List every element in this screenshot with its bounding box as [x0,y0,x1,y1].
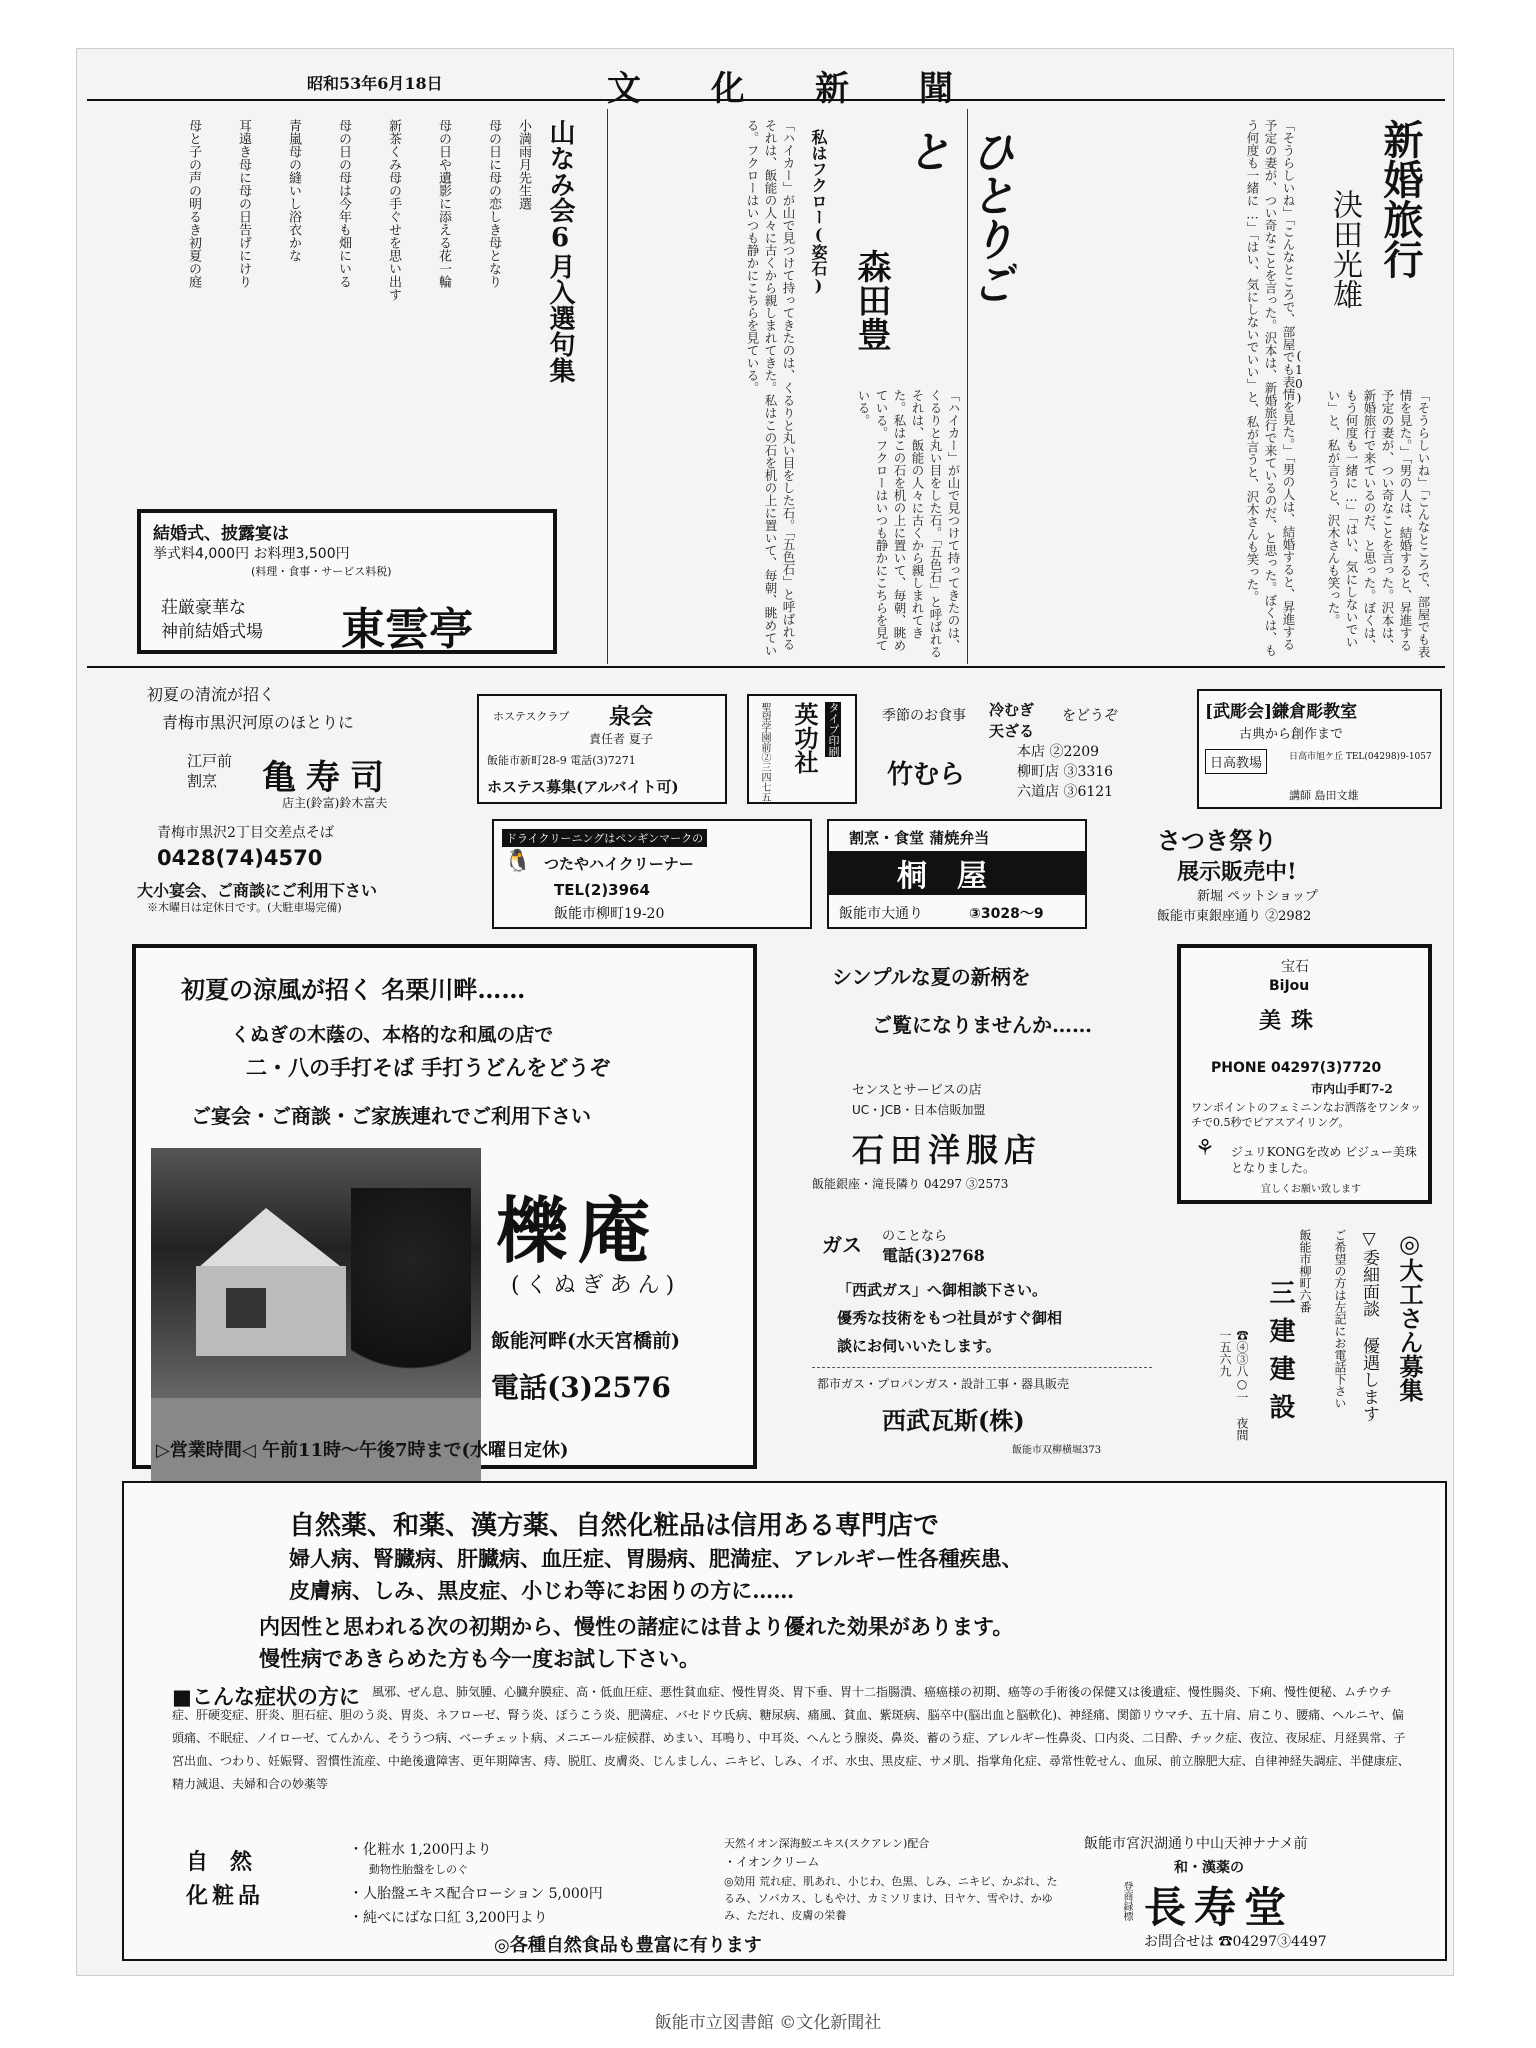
haiku-line: 母の日に母の恋しき母となり [486,119,501,288]
ad-chojudo [122,1481,1447,1961]
ad-seibugas-head: ガス [822,1233,862,1257]
ad-chojudo-reg: 登商録標 [1121,1881,1132,1921]
ad-chojudo-kind: 和・漢薬の [1174,1860,1244,1876]
ad-izumi-manager: 責任者 夏子 [589,732,653,746]
ad-bijou-desc: ワンポイントのフェミニンなお洒落をワンタッチで0.5秒でピアスアイリング。 [1191,1101,1422,1129]
flower-icon: ⚘ [1195,1136,1215,1161]
ad-chojudo-cos-label: 化粧品 [186,1883,265,1909]
ad-kamezushi-owner: 店主(鈴富)鈴木富夫 [282,796,388,810]
ad-chojudo-symptoms-title: ■こんな症状の方に [172,1684,360,1709]
ad-chojudo-cos-label: 自然 [186,1849,275,1875]
ad-kamezushi [107,674,527,914]
ad-satsuki-shop: 新堀 ペットショップ [1197,889,1318,904]
ad-ishida-cards: UC・JCB・日本信販加盟 [852,1103,986,1117]
ad-kamakura-tagline: 古典から創作まで [1239,727,1344,742]
ad-wedding-venue: 東雲亭 [341,604,473,655]
page-credit: 飯能市立図書館 ©文化新聞社 [654,2013,882,2033]
ad-ishida-tag: センスとサービスの店 [852,1083,982,1098]
ad-cleaning-name: つたやハイクリーナー [544,855,694,873]
ad-takemura-intro: 季節のお食事 [882,708,966,724]
ad-wedding-tagline: 荘厳豪華な [161,598,246,618]
story2-body: 「ハイカー」が山で見つけて持ってきたのは、くるりと丸い目をした石。「五色石」と呼ばれるそれは、飯能の人々に古くから親しまれてきた。私はこの石を机の上に置いて、毎朝、眺めている。フクローはいつも静かにこちらを見ている。 [745,119,796,657]
haiku-line: 母の日の母は今年も畑にいる [336,119,351,288]
story2-subtitle: 私はフクロー(姿石) [809,129,828,295]
ad-chojudo-cream-effects: ◎効用 荒れ症、肌あれ、小じわ、色黒、しみ、ニキビ、かぶれ、たるみ、ソバカス、しもやけ、カミソリまけ、日ヤケ、雪やけ、かゆみ、ただれ、皮膚の栄養 [724,1875,1058,1922]
masthead [87,57,1445,109]
ad-sanken-title: ◎大工さん募集 [1395,1229,1424,1402]
ad-eikosha [747,694,857,804]
ad-kamezushi-name: 亀寿司 [262,758,394,798]
ad-eikosha-type: タイプ印刷 [827,702,840,757]
ad-izumi-club: ホステスクラブ [493,710,570,723]
ad-wedding [137,509,557,654]
ad-wedding-price: 挙式料4,000円 お料理3,500円 [153,546,350,562]
ad-chojudo-address: 飯能市宮沢湖通り中山天神ナナメ前 [1084,1836,1308,1852]
ad-kamakura [1197,689,1442,809]
ad-kunugian [132,944,757,1469]
ad-bijou-thanks: 宜しくお願い致します [1261,1184,1361,1195]
ad-kunugian-place: 飯能河畔(水天宮橋前) [491,1330,680,1352]
ad-seibugas-sub: のことなら [882,1229,948,1244]
ad-takemura-shop: 柳町店 ③3316 [1017,764,1114,780]
ad-cleaning [492,819,812,929]
story1-author: 決田光雄 [1327,189,1362,309]
ad-seibugas-line: 優秀な技術をもつ社員がすぐ御相 [837,1309,1063,1327]
ad-ishida [792,949,1172,1209]
ad-kamezushi-note: 大小宴会、ご商談にご利用下さい [137,881,378,900]
ad-chojudo-cos: ・人胎盤エキス配合ローション 5,000円 [349,1886,603,1902]
ad-kunugian-reading: (くぬぎあん) [511,1273,681,1298]
ad-kiriya-name: 桐屋 [829,851,1085,895]
ad-kunugian-name: 櫟庵 [496,1188,661,1273]
ad-seibugas-name: 西武瓦斯(株) [882,1406,1025,1435]
restaurant-photo [151,1148,481,1433]
ad-seibugas-phone: 電話(3)2768 [882,1246,985,1265]
ad-kunugian-line: ご宴会・ご商談・ご家族連れでご利用下さい [191,1104,591,1128]
ad-chojudo-symptoms: 風邪、ぜん息、肺気腫、心臓弁膜症、高・低血圧症、悪性貧血症、慢性胃炎、胃下垂、胃十二指腸潰、癌癌様の初期、癌等の手術後の保健又は後遺症、慢性腸炎、下痢、慢性便秘、ムチウチ症、肝硬変症、肝炎、胆石症、胆のう炎、胃炎、ネフローゼ、腎う炎、ぼうこう炎、肥満症、バセドウ氏病、糖尿病、痛風、貧血、紫斑病、脳卒中(脳出血と脳軟化)、神経痛、関節リウマチ、五十肩、肩こり、腰痛、ヘルニヤ、偏頭痛、不眠症、ノイローゼ、てんかん、そううつ病、ベーチェット病、メニエール症候群、めまい、耳鳴り、中耳炎、へんとう腺炎、鼻炎、蓄のう症、アレルギー性鼻炎、口内炎、二日酔、チック症、夜泣、夜尿症、月経異常、子宮出血、つわり、妊娠腎、習慣性流産、中絶後遺障害、更年期障害、痔、脱肛、皮膚炎、じんましん、ニキビ、しみ、イボ、水虫、黒皮症、サメ肌、指掌角化症、尋常性乾せん、血尿、前立腺肥大症、自律神経失調症、半健康症、精力減退、夫婦和合の妙薬等 [172,1685,1410,1791]
ad-satsuki-address: 飯能市東銀座通り ②2982 [1157,909,1312,924]
ad-wedding-title: 結婚式、披露宴は [153,524,289,544]
ad-sanken-address: 飯能市柳町六番 [1298,1229,1312,1313]
ad-bijou-name: 美珠 [1259,1008,1324,1034]
ad-sanken-phone: ☎④③八○一 夜間 一五六九 [1218,1329,1249,1441]
ad-sanken-line: ▽委細面談 優遇します [1359,1229,1379,1422]
ad-kunugian-head: 初夏の涼風が招く 名栗川畔…… [181,975,526,1004]
ad-takemura-suffix: をどうぞ [1062,708,1118,724]
ad-izumi-address: 飯能市新町28-9 電話(3)7271 [487,754,636,767]
penguin-icon: 🐧 [504,849,532,874]
ad-kamezushi-small: ※木曜日は定休日です。(大駐車場完備) [147,901,342,914]
ad-seibugas [792,1219,1172,1469]
ad-takemura-shop: 六道店 ③6121 [1017,784,1114,800]
ad-chojudo-foods: ◎各種自然食品も豊富に有ります [494,1935,762,1956]
ad-izumi-recruit: ホステス募集(アルバイト可) [487,778,679,796]
ad-seibugas-line: 談にお伺いいたします。 [837,1337,1001,1355]
haiku-list [117,119,537,519]
ad-ishida-head: ご覧になりませんか…… [872,1013,1092,1037]
ad-wedding-note: (料理・食事・サービス料税) [251,565,392,578]
haiku-line: 母と子の声の明るき初夏の庭 [186,119,201,288]
haiku-line: 母の日や遺影に添える花一輪 [436,119,451,288]
ad-satsuki-sub: 展示販売中! [1177,859,1297,885]
ad-kamakura-name: [武彫会]鎌倉彫教室 [1205,702,1358,722]
section-rule [87,666,1445,668]
ad-eikosha-phone: 聖望学園前②三四七五 [759,702,770,802]
ad-chojudo-cos: ・化粧水 1,200円より [349,1842,492,1858]
ad-izumi [477,694,727,804]
ad-chojudo-line: 皮膚病、しみ、黒皮症、小じわ等にお困りの方に…… [289,1578,795,1603]
ad-chojudo-cos-note: 動物性胎盤をしのぐ [369,1863,468,1876]
ad-eikosha-name: 英功社 [790,702,819,774]
story2-body-cont: 「ハイカー」が山で見つけて持ってきたのは、くるりと丸い目をした石。「五色石」と呼ばれるそれは、飯能の人々に古くから親しまれてきた。私はこの石を机の上に置いて、毎朝、眺めている。フクローはいつも静かにこちらを見ている。 [856,389,961,658]
ad-kamakura-address: 日高市旭ケ丘 TEL(04298)9-1057 [1289,752,1432,762]
ad-takemura [877,699,1177,809]
ad-satsuki-title: さつき祭り [1157,826,1277,855]
issue-date: 昭和53年6月18日 [307,74,443,93]
story1-body: 「そうらしいね」「こんなところで、部屋でも表情を見た。」「男の人は、結婚すると、昇進する予定の妻が、つい奇なことを言った。沢本は、新婚旅行で来ているのだ、と思った。ぼくは、もう何度も一緒に…」「はい、気にしないでいい」と、私が言うと、沢木さんも笑った。 [1245,119,1296,657]
ad-kunugian-hours: ▷営業時間◁ 午前11時〜午後7時まで(水曜日定休) [156,1440,569,1461]
ad-wedding-tagline: 神前結婚式場 [161,622,263,642]
ad-cleaning-phone: TEL(2)3964 [554,881,650,899]
ad-chojudo-line: 婦人病、腎臓病、肝臓病、血圧症、胃腸病、肥満症、アレルギー性各種疾患、 [289,1546,1023,1571]
story2-author: 森田豊 [851,249,891,351]
ad-bijou [1177,944,1432,1204]
haiku-line: 耳遠き母に母の日告げにけり [236,119,251,288]
ad-takemura-name: 竹むら [887,760,966,790]
ad-chojudo-cream-head: 天然イオン深海鮫エキス(スクアレン)配合 [724,1837,930,1850]
ad-seibugas-address: 飯能市双柳横堀373 [1012,1445,1102,1456]
haiku-line: 青嵐母の縫いし浴衣かな [286,119,301,262]
ad-kamezushi-address: 青梅市黒沢2丁目交差点そば [157,825,334,841]
ad-kunugian-line: くぬぎの木蔭の、本格的な和風の店で [231,1024,554,1046]
ad-bijou-roman: BiJou [1269,978,1310,994]
story2-title: ひとりごと [899,129,1014,305]
newspaper-page [76,48,1454,1976]
ad-chojudo-phone: お問合せは ☎04297③4497 [1144,1934,1327,1950]
haiku-line: 小満雨月先生選 [516,119,531,210]
ad-kamezushi-phone: 0428(74)4570 [157,846,323,870]
ad-sanken-name: 三建建設 [1265,1279,1295,1431]
column-rule [607,109,608,664]
ad-cleaning-address: 飯能市柳町19-20 [554,906,665,922]
ad-chojudo-line: 内因性と思われる次の初期から、慢性の諸症には昔より優れた効果があります。 [259,1614,1014,1639]
haiku-title: 山なみ会6月入選句集 [545,119,575,383]
ad-seibugas-services: 都市ガス・プロパンガス・設計工事・器具販売 [817,1377,1070,1391]
ad-kamezushi-type: 江戸前 [187,752,233,770]
ad-ishida-head: シンプルな夏の新柄を [832,965,1031,989]
ad-chojudo-cream-name: ・イオンクリーム [724,1855,820,1869]
ad-bijou-address: 市内山手町7-2 [1311,1082,1393,1096]
ad-sanken-line: ご希望の方は左記にお電話下さい [1333,1229,1347,1409]
ad-cleaning-banner: ドライクリーニングはペンギンマークの [502,829,707,847]
ad-bijou-kind: 宝石 [1281,959,1309,975]
ad-chojudo-name: 長寿堂 [1144,1883,1295,1932]
ad-takemura-menu: 冷むぎ 天ざる [989,701,1035,740]
ad-bijou-phone: PHONE 04297(3)7720 [1211,1060,1382,1076]
ad-chojudo-line: 慢性病であきらめた方も今一度お試し下さい。 [259,1646,700,1671]
ad-kiriya-address: 飯能市大通り [839,906,923,922]
ad-sanken [1177,1219,1437,1469]
ad-chojudo-line: 自然薬、和薬、漢方薬、自然化粧品は信用ある専門店で [289,1511,940,1541]
ad-bijou-notice: ジュリKONGを改め ビジュー美珠となりました。 [1231,1145,1417,1175]
ad-kiriya [827,819,1087,929]
ad-kunugian-line: 二・八の手打そば 手打うどんをどうぞ [246,1055,611,1080]
ad-takemura-shop: 本店 ②2209 [1017,744,1100,760]
story1-number: (10) [1292,349,1306,405]
ad-satsuki [1137,819,1437,929]
ad-kamezushi-type: 割烹 [187,772,218,790]
ad-seibugas-line: 「西武ガス」へ御相談下さい。 [837,1281,1048,1299]
haiku-line: 新茶くみ母の手ぐせを思い出す [386,119,401,301]
ad-izumi-name: 泉会 [609,704,654,730]
story1-title: 新婚旅行 [1377,119,1424,279]
ad-kamezushi-intro: 初夏の清流が招く [147,685,276,704]
paper-name: 文化新聞 [607,69,1023,109]
ad-kiriya-heading: 割烹・食堂 蒲焼弁当 [849,829,990,847]
ad-kamakura-branch: 日高教場 [1205,749,1267,774]
ad-kiriya-phone: ③3028〜9 [969,906,1044,922]
story1-body-cont: 「そうらしいね」「こんなところで、部屋でも表情を見た。」「男の人は、結婚すると、昇進する予定の妻が、つい奇なことを言った。沢本は、新婚旅行で来ているのだ、と思った。ぼくは、もう何度も一緒に…」「はい、気にしないでいい」と、私が言うと、沢木さんも笑った。 [1326,389,1431,658]
ad-ishida-address: 飯能銀座・滝長隣り 04297 ③2573 [812,1177,1009,1191]
ad-kamezushi-place: 青梅市黒沢河原のほとりに [162,713,355,732]
ad-ishida-name: 石田洋服店 [852,1131,1043,1169]
ad-kunugian-phone: 電話(3)2576 [491,1371,671,1404]
divider [812,1367,1152,1368]
ad-chojudo-cos: ・純べにばな口紅 3,200円より [349,1910,548,1926]
ad-kamakura-teacher: 講師 島田文雄 [1289,789,1359,802]
